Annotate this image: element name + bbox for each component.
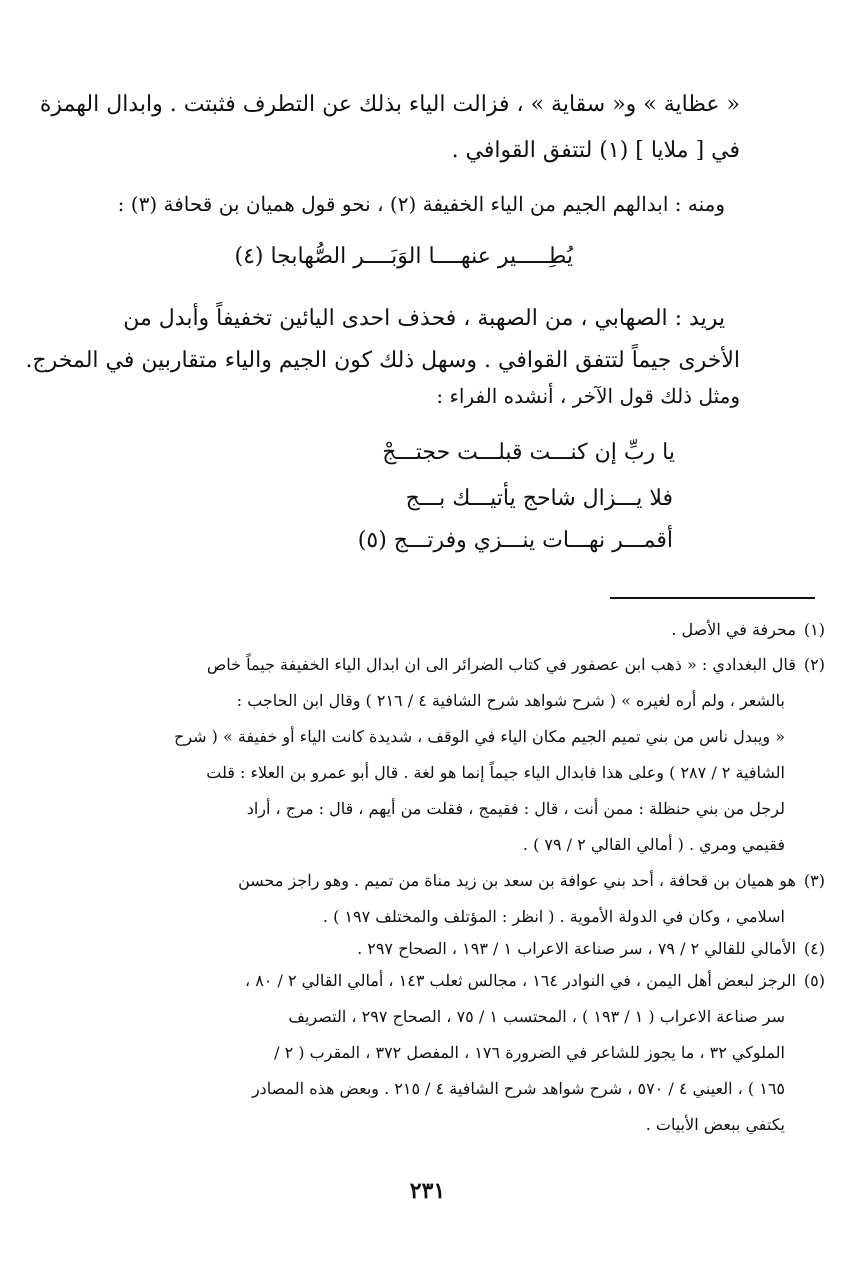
footnote-text: هو هميان بن قحافة ، أحد بني عوافة بن سعد بن زيد مناة من تميم . وهو راجز محسن [238,871,796,890]
footnote-line [207,655,825,674]
footnote-line: اسلامي ، وكان في الدولة الأموية . ( انظر : المؤتلف والمختلف ١٩٧ ) . [322,907,785,926]
footnote-line: فقيمي ومري . ( أمالي القالي ٢ / ٧٩ ) . [522,835,785,854]
footnote-line: بالشعر ، ولم أره لغيره » ( شرح شواهد شرح الشافية ٤ / ٢١٦ ) وقال ابن الحاجب : [236,691,785,710]
verse-line: يا ربِّ إن كنـــت قبلـــت حجتـــجْ [382,440,675,465]
body-text-line: يريد : الصهابي ، من الصهبة ، فحذف احدى اليائين تخفيفاً وأبدل من [123,306,725,331]
footnote-line: الملوكي ٣٢ ، ما يجوز للشاعر في الضرورة ١٧٦ ، المفصل ٣٧٢ ، المقرب ( ٢ / [274,1043,785,1062]
verse-line: يُطِـــــير عنهــــا الوَبَــــر الصُّهابجا (٤) [234,244,573,269]
footnote-line: الشافية ٢ / ٢٨٧ ) وعلى هذا فابدال الياء جيماً إنما هو لغة . قال أبو عمرو بن العلاء : قلت [206,763,785,782]
footnote-line: سر صناعة الاعراب ( ١ / ١٩٣ ) ، المحتسب ١ / ٧٥ ، الصحاح ٢٩٧ ، التصريف [288,1007,785,1026]
footnote-number: (٤) [803,939,825,958]
footnote-line: لرجل من بني حنظلة : ممن أنت ، قال : فقيمج ، فقلت من أيهم ، قال : مرج ، أراد [246,799,785,818]
footnote-line [238,871,825,890]
footnote-number: (٣) [803,871,825,890]
footnote-line [671,620,825,639]
verse-line: فلا يـــزال شاحج يأتيـــك بـــج [405,486,673,511]
footnote-line [357,939,825,958]
footnote-number: (٥) [803,971,825,990]
footnote-line: « ويبدل ناس من بني تميم الجيم مكان الياء في الوقف ، شديدة كانت الياء أو خفيفة » ( شرح [174,727,785,746]
body-text-line: ومنه : ابدالهم الجيم من الياء الخفيفة (٢) ، نحو قول هميان بن قحافة (٣) : [117,192,725,216]
footnote-number: (٢) [803,655,825,674]
footnote-line [245,971,825,990]
footnote-text: الرجز لبعض أهل اليمن ، في النوادر ١٦٤ ، مجالس ثعلب ١٤٣ ، أمالي القالي ٢ / ٨٠ ، [244,971,796,990]
footnote-text: الأمالي للقالي ٢ / ٧٩ ، سر صناعة الاعراب ١ / ١٩٣ ، الصحاح ٢٩٧ . [357,939,796,958]
footnote-text: قال البغدادي : « ذهب ابن عصفور في كتاب الضرائر الى ان ابدال الياء الخفيفة جيماً خاص [206,655,796,674]
footnote-line: يكتفي ببعض الأبيات . [645,1115,785,1134]
footnote-separator [610,597,815,599]
verse-line: أقمـــر نهـــات ينـــزي وفرتـــج (٥) [357,528,673,553]
body-text-line: « عظاية » و« سقاية » ، فزالت الياء بذلك عن التطرف فثبتت . وابدال الهمزة [39,92,740,117]
page-number: ٢٣١ [409,1178,446,1204]
body-text-line: ومثل ذلك قول الآخر ، أنشده الفراء : [436,384,740,408]
footnote-number: (١) [803,620,825,639]
body-text-line: الأخرى جيماً لتتفق القوافي . وسهل ذلك كون الجيم والياء متقاربين في المخرج. [25,348,740,373]
footnote-text: محرفة في الأصل . [671,620,796,639]
body-text-line: في [ ملايا ] (١) لتتفق القوافي . [451,138,740,163]
footnote-line: ١٦٥ ) ، العيني ٤ / ٥٧٠ ، شرح شواهد شرح الشافية ٤ / ٢١٥ . وبعض هذه المصادر [251,1079,785,1098]
